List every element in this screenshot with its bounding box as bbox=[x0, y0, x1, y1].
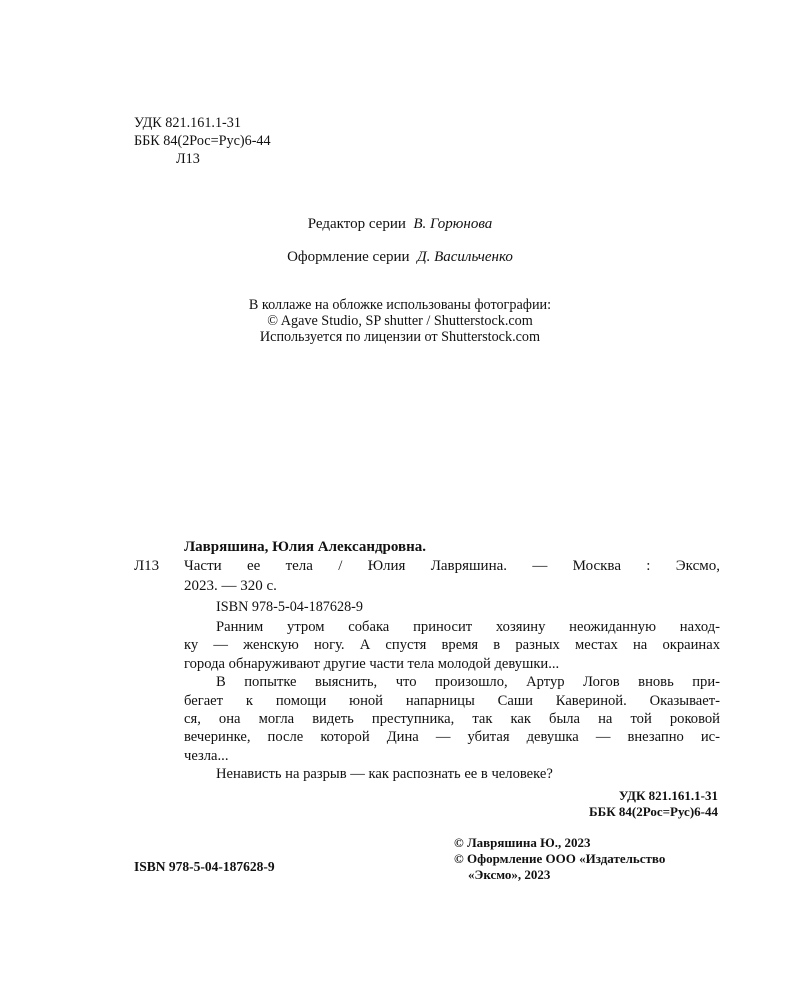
annotation-line: ку — женскую ногу. А спустя время в разных местах на окраинах bbox=[184, 637, 720, 654]
series-editor-line bbox=[0, 214, 800, 234]
index-udk: УДК 821.161.1-31 bbox=[618, 788, 718, 803]
bib-author: Лавряшина, Юлия Александровна. bbox=[184, 539, 427, 555]
index-bbk: ББК 84(2Рос=Рус)6-44 bbox=[589, 804, 718, 819]
series-editor-label: Редактор серии bbox=[307, 216, 406, 232]
annotation-line: Ненависть на разрыв — как распознать ее в человеке? bbox=[216, 766, 553, 783]
annotation-line: бегает к помощи юной напарницы Саши Кавериной. Оказывает- bbox=[184, 692, 720, 709]
annotation bbox=[184, 618, 720, 784]
annotation-line: города обнаруживают другие части тела молодой девушки... bbox=[184, 655, 560, 672]
bib-title-line-1: Части ее тела / Юлия Лавряшина. — Москва : Эксмо, bbox=[184, 558, 720, 574]
annotation-line: В попытке выяснить, что произошло, Артур Логов вновь при- bbox=[216, 674, 720, 691]
annotation-line: ся, она могла видеть преступника, так как была на той роковой bbox=[184, 711, 720, 728]
annotation-line: Ранним утром собака приносит хозяину неожиданную наход- bbox=[216, 619, 720, 635]
photo-note-line-2: © Agave Studio, SP shutter / Shutterstock.com bbox=[267, 313, 533, 329]
bib-isbn: ISBN 978-5-04-187628-9 bbox=[216, 599, 363, 615]
copyright-design-line-1: © Оформление ООО «Издательство bbox=[454, 851, 666, 866]
series-design-label: Оформление серии bbox=[287, 249, 410, 265]
copyright-author: © Лавряшина Ю., 2023 bbox=[454, 835, 591, 850]
series-design-line bbox=[0, 247, 800, 267]
series-design-name: Д. Васильченко bbox=[417, 249, 513, 265]
annotation-line: вечеринке, после которой Дина — убитая девушка — внезапно ис- bbox=[184, 729, 720, 746]
footer-isbn: ISBN 978-5-04-187628-9 bbox=[134, 859, 275, 874]
annotation-line: чезла... bbox=[184, 747, 229, 764]
udk-code: УДК 821.161.1-31 bbox=[134, 115, 241, 131]
bib-title-line-2: 2023. — 320 с. bbox=[184, 578, 277, 594]
author-mark: Л13 bbox=[176, 151, 200, 167]
bib-mark: Л13 bbox=[134, 558, 160, 574]
bbk-code: ББК 84(2Рос=Рус)6-44 bbox=[134, 133, 271, 149]
copyright-design-line-2: «Эксмо», 2023 bbox=[468, 867, 551, 882]
series-editor-name: В. Горюнова bbox=[413, 216, 493, 232]
photo-note-line-3: Используется по лицензии от Shutterstock.com bbox=[259, 329, 541, 345]
photo-note-line-1: В коллаже на обложке использованы фотографии: bbox=[248, 297, 552, 313]
